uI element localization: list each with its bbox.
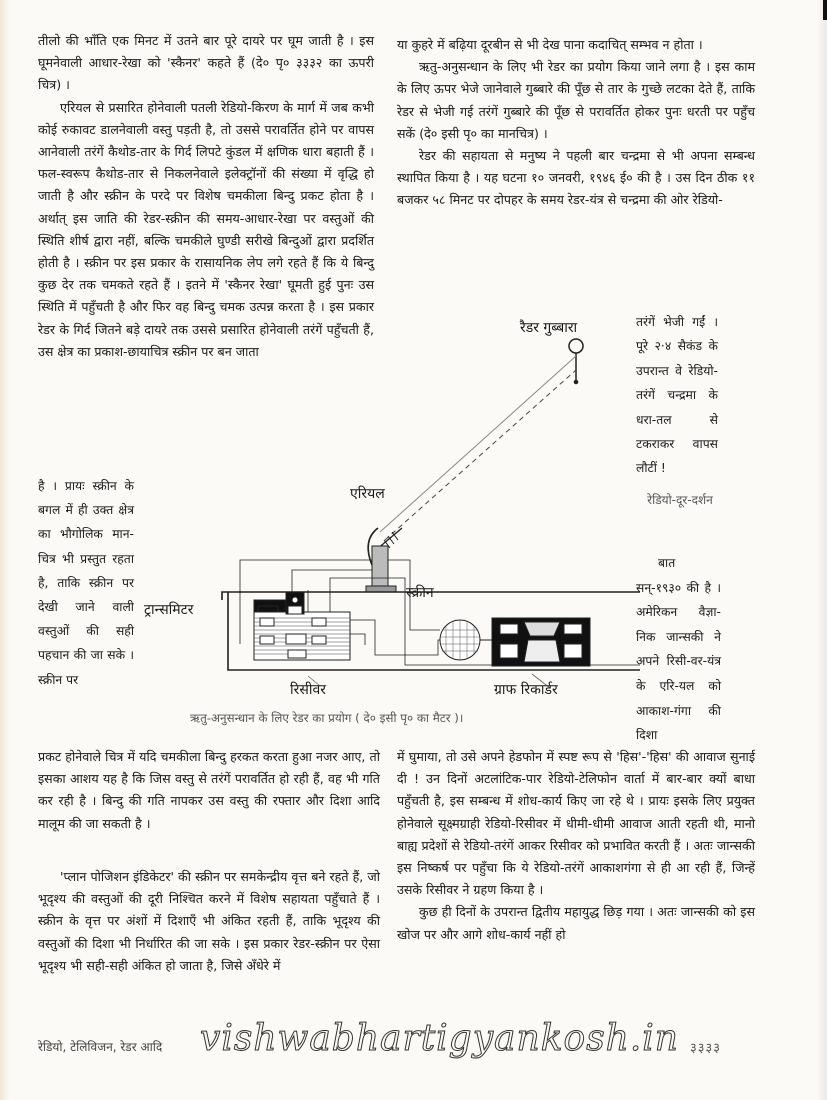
right-narrow-text-2: बात सन्-१९३० की है । अमेरिकन वैज्ञा-निक जान्सकी ने अपने रिसी-वर-यंत्र के एरि-यल को आकाश-गंगा की दिशा [636, 556, 721, 743]
balloon-label: रैडर गुब्बारा [520, 320, 578, 336]
receiver-knob [260, 618, 274, 626]
paragraph: प्रकट होनेवाले चित्र में यदि चमकीला बिन्दु हरकत करता हुआ नजर आए, तो इसका आशय यह है कि जिस वस्तु से तरंगें परावर्तित हो रही हैं, वह भी गति कर रही है । बिन्दु की गति नापकर उस वस्तु की रफ्तार और दिशा आदि मालूम की जा सकती है । [38, 749, 380, 831]
watermark: vishwabhartigyankosh.in [200, 1018, 679, 1059]
paragraph: ऋतु-अनुसन्धान के लिए भी रेडर का प्रयोग किया जाने लगा है । इस काम के लिए ऊपर भेजे जानेवाले गुब्बारे की पूँछ से तार के गुच्छे लटका देते हैं, ताकि रेडर से भेजी गई तरंगें गुब्बारे की पूँछ से परावर्तित होकर पुनः धरती पर पहुँच सकें (दे० इसी पृ० का मानचित्र) । [397, 59, 755, 141]
receiver-knob [260, 636, 274, 644]
paragraph: रेडर की सहायता से मनुष्य ने पहली बार चन्द्रमा से भी अपना सम्बन्ध स्थापित किया है । यह घटना १० जनवरी, १९४६ ई० की है । उस दिन ठीक ११ बजकर ५८ मिनट पर दोपहर के समय रेडर-यंत्र से चन्द्रमा की ओर रेडियो- [397, 148, 755, 208]
balloon-tail-weight [574, 380, 578, 384]
right-narrow-text: तरंगें भेजी गईं । पूरे २·४ सैकंड के उपरान्त वे रेडियो-तरंगें चन्द्रमा के धरा-तल से टकराकर वापस लौटीं ! [636, 315, 718, 476]
receiver-label: रिसीवर [290, 682, 326, 698]
page-edge-left [0, 0, 10, 1100]
page-edge-shadow [823, 0, 827, 20]
right-column-bottom [397, 746, 755, 946]
transmitter-label: ट्रान्समिटर [144, 602, 194, 618]
paragraph: या कुहरे में बढ़िया दूरबीन से भी देख पाना कदाचित् सम्भव न होता । [397, 37, 703, 52]
paragraph: तीलो की भाँति एक मिनट में उतने बार पूरे दायरे पर घूम जाती है । इस घूमनेवाली आधार-रेखा को 'स्कैनर' कहते हैं (दे० पृ० ३३३२ का ऊपरी चित्र) । [38, 33, 374, 93]
screen-grid [440, 620, 480, 660]
receiver-knob [312, 636, 326, 644]
paragraph: में घुमाया, तो उसे अपने हेडफोन में स्पष्ट रूप से 'हिस'-'हिस' की आवाज सुनाई दी ! उन दिनों अटलांटिक-पार रेडियो-टेलिफोन वार्ता में बार-बार क्यों बाधा पहुँचती है, इस सम्बन्ध में शोध-कार्य किए जा रहे थे । प्रायः इसके लिए प्रयुक्त होनेवाले सूक्ष्मग्राही रेडियो-रिसीवर में धीमी-धीमी आवाज आती रहती थी, मानो बाह्य प्रदेशों से रेडियो-तरंगें आकर रिसीवर को प्रभावित करती हैं । अतः जान्सकी इस निष्कर्ष पर पहुँचा कि ये रेडियो-तरंगें आकाशगंगा से ही आ रही हैं, जिन्हें उसके रिसीवर ने ग्रहण किया है । [397, 749, 755, 898]
balloon-icon [569, 339, 583, 353]
section-subheading: रेडियो-दूर-दर्शन [647, 493, 713, 507]
graph-recorder-label: ग्राफ रिकार्डर [494, 682, 558, 698]
paragraph: कुछ ही दिनों के उपरान्त द्वितीय महायुद्ध छिड़ गया । अतः जान्सकी को इस खोज पर और आगे शोध-कार्य नहीं हो [397, 904, 755, 942]
outgoing-beam [380, 356, 576, 532]
left-column-bottom-2 [38, 866, 380, 977]
receiver-slot [288, 650, 306, 658]
figure-caption: ऋतु-अनुसन्धान के लिए रेडर का प्रयोग ( दे० इसी पृ० का मैटर )। [190, 711, 464, 725]
screen-label: स्क्रीन [406, 585, 434, 601]
right-column [397, 34, 755, 212]
paragraph: एरियल से प्रसारित होनेवाली पतली रेडियो-किरण के मार्ग में जब कभी कोई रुकावट डालनेवाली वस्तु पड़ती है, तो उससे परावर्तित होने पर वापस आनेवाली तरंगें कैथोड-तार के गिर्द लिपटे कुंडल में क्षणिक धारा बहाती हैं । फल-स्वरूप कैथोड-तार से निकलनेवाले इलेक्ट्रॉनों की संख्या में वृद्धि हो जाती है और स्क्रीन के परदे पर विशेष चमकीला बिन्दु प्रकट होता है । अर्थात् इस जाति की रेडर-स्क्रीन की समय-आधार-रेखा पर वस्तुओं की स्थिति शीर्ष द्वारा नहीं, बल्कि चमकीले घुण्डी सरीखे बिन्दुओं द्वारा प्रदर्शित होती है । स्क्रीन पर इस प्रकार के रासायनिक लेप लगे रहते हैं कि ये बिन्दु कुछ देर तक चमकते रहते हैं । इतने में 'स्कैनर रेखा' घूमती हुई पुनः उस स्थिति में पहुँचती है और फिर वह बिन्दु चमक उत्पन्न करता है । इस प्रकार रेडर के गिर्द जितने बड़े दायरे तक उससे प्रसारित होनेवाली तरंगें पहुँचती हैं, उस क्षेत्र का प्रकाश-छायाचित्र स्क्रीन पर बन जाता [38, 99, 374, 359]
return-beam [385, 370, 576, 540]
left-column-bottom [38, 746, 380, 835]
paragraph: 'प्लान पोजिशन इंडिकेटर' की स्क्रीन पर समकेन्द्रीय वृत्त बने रहते हैं, जो भूदृश्य की वस्तुओं की दूरी निश्चित करने में विशेष सहायता पहुँचाते हैं । स्क्रीन के वृत्त पर अंशों में दिशाएँ भी अंकित रहती हैं, ताकि भूदृश्य की वस्तुओं की दिशा भी निर्धारित की जा सके । इस प्रकार रेडर-स्क्रीन पर ऐसा भूदृश्य भी सही-सही अंकित हो जाता है, जिसे अँधेरे में [38, 869, 380, 973]
radar-weather-figure [140, 300, 640, 740]
running-title: रेडियो, टेलिविजन, रेडर आदि [38, 1040, 163, 1054]
aerial-stand [372, 546, 388, 586]
figure-drawing [140, 300, 640, 740]
left-narrow-text: है । प्रायः स्क्रीन के बगल में ही उक्त क्षेत्र का भौगोलिक मान-चित्र भी प्रस्तुत रहता है, ताकि स्क्रीन पर देखी जाने वाली वस्तुओं की सही पहचान की जा सके । स्क्रीन पर [38, 479, 134, 687]
aerial-label: एरियल [350, 486, 385, 502]
receiver-knob [286, 634, 306, 644]
page-edge-right [817, 0, 827, 1100]
receiver-knob [312, 618, 326, 626]
page-number: ३३३३ [690, 1041, 722, 1056]
